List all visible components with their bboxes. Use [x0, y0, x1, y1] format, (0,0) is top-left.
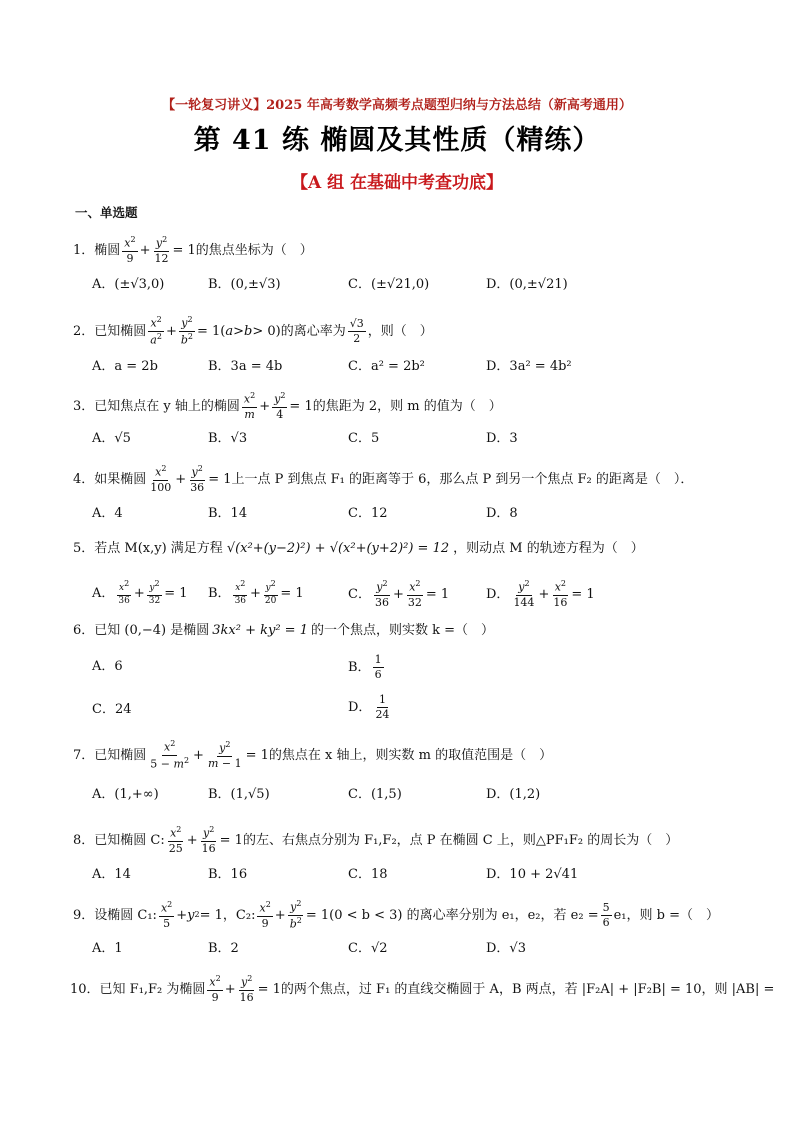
q8-option-c[interactable]: C．18: [348, 867, 388, 882]
q8-option-b[interactable]: B．16: [208, 867, 248, 882]
question-2: 2．已知椭圆 $\frac{x^2}{a^2}$ + $\frac{y^2}{b^2}$ = 1( a > b > 0) 的离心率为 $\frac{√3}{2}$ ，则（ ）: [73, 315, 433, 347]
q5-option-c-label: C．: [348, 586, 371, 602]
q6-option-c[interactable]: C．24: [92, 702, 132, 717]
q6-option-b[interactable]: B． $\frac{1}{6}$: [348, 653, 382, 682]
q3-option-c[interactable]: C．5: [348, 431, 380, 446]
q5-option-a-label: A．: [92, 585, 115, 601]
q8-option-a[interactable]: A．14: [92, 867, 131, 882]
question-9-mid2: (0 < b < 3) 的离心率分别为 e₁，e₂，若 e₂ =: [329, 907, 599, 923]
question-7-post: 的焦点在 x 轴上，则实数 m 的取值范围是（ ）: [268, 747, 553, 763]
q8-frac-x: $\frac{x^2}{25}$: [168, 825, 183, 855]
q10-frac-x: $\frac{x^2}{9}$: [209, 974, 221, 1004]
question-9-post: e₁，则 b =（ ）: [613, 907, 719, 923]
q2-frac-x: $\frac{x^2}{a^2}$: [150, 315, 162, 347]
q2-option-b[interactable]: B．3a = 4b: [208, 359, 283, 374]
question-3-post: 的焦距为 2，则 m 的值为（ ）: [312, 398, 502, 414]
q6-option-b-label: B．: [348, 660, 371, 676]
question-5-equation: √(x²+(y−2)²) + √(x²+(y+2)²) = 12: [226, 541, 450, 556]
q4-option-a[interactable]: A．4: [92, 506, 123, 521]
q2-option-c[interactable]: C．a² = 2b²: [348, 359, 425, 374]
question-9-pre: 9．设椭圆 C₁:: [73, 907, 157, 923]
question-9-mid: ，C₂:: [222, 907, 256, 923]
page-title: 第 41 练 椭圆及其性质（精练）: [193, 125, 601, 156]
q6-option-d-label: D．: [348, 700, 372, 716]
question-9: 9．设椭圆 C₁: $\frac{x^2}{5}$ + y 2 = 1 ，C₂: $\frac{x^2}{9}$ + $\frac{y^2}{b^2}$ = 1 (0 < b < 3) 的离心率分别为 e₁，e₂，若 e₂ = $\frac{5}{6}$ e₁，则 b =（ ）: [73, 899, 719, 931]
q1-option-a[interactable]: A．(±√3,0): [92, 277, 165, 292]
q8-option-d[interactable]: D．10 + 2√41: [486, 867, 579, 882]
question-2-post: ，则（ ）: [367, 323, 433, 339]
q3-option-d[interactable]: D．3: [486, 431, 518, 446]
question-8-post: 的左、右焦点分别为 F₁,F₂，点 P 在椭圆 C 上，则△PF₁F₂ 的周长为（ ）: [242, 832, 679, 848]
q9-frac-ratio: $\frac{5}{6}$: [602, 900, 610, 929]
question-8: 8．已知椭圆 C: $\frac{x^2}{25}$ + $\frac{y^2}{16}$ = 1 的左、右焦点分别为 F₁,F₂，点 P 在椭圆 C 上，则△PF₁F₂ 的周长为（ ）: [73, 825, 679, 855]
q4-option-b[interactable]: B．14: [208, 506, 248, 521]
question-5-post: ，则动点 M 的轨迹方程为（ ）: [453, 541, 644, 556]
question-6-post: 的一个焦点，则实数 k =（ ）: [310, 623, 495, 638]
q6-option-a[interactable]: A．6: [92, 659, 123, 674]
section-heading: 一、单选题: [75, 205, 138, 220]
q3-option-a[interactable]: A．√5: [92, 431, 131, 446]
question-10-pre: 10．已知 F₁,F₂ 为椭圆: [70, 981, 206, 997]
question-7-pre: 7．已知椭圆: [73, 747, 147, 763]
q7-frac-y: $\frac{y^2}{m - 1}$: [207, 739, 242, 770]
q1-option-b[interactable]: B．(0,±√3): [208, 277, 281, 292]
q2-frac-y: $\frac{y^2}{b^2}$: [180, 315, 193, 347]
q2-option-d[interactable]: D．3a² = 4b²: [486, 359, 572, 374]
question-4-post: 上一点 P 到焦点 F₁ 的距离等于 6，那么点 P 到另一个焦点 F₂ 的距离是（ ）．: [231, 471, 694, 487]
q8-frac-y: $\frac{y^2}{16}$: [201, 825, 216, 855]
question-3: 3．已知焦点在 y 轴上的椭圆 $\frac{x^2}{m}$ + $\frac{y^2}{4}$ = 1 的焦距为 2，则 m 的值为（ ）: [73, 391, 502, 421]
series-header: 【一轮复习讲义】2025 年高考数学高频考点题型归纳与方法总结（新高考通用）: [162, 98, 632, 113]
question-2-mid: 的离心率为: [280, 323, 346, 339]
q2-frac-e: $\frac{√3}{2}$: [349, 316, 364, 345]
question-6-pre: 6．已知 (0,−4) 是椭圆: [73, 623, 210, 638]
q4-option-c[interactable]: C．12: [348, 506, 388, 521]
q5-option-a[interactable]: A． $\frac{x^2}{36}$ + $\frac{y^2}{32}$ = 1: [92, 579, 188, 606]
question-3-pre: 3．已知焦点在 y 轴上的椭圆: [73, 398, 240, 414]
q9-option-c[interactable]: C．√2: [348, 941, 388, 956]
q2-option-a[interactable]: A．a = 2b: [92, 359, 158, 374]
q4-frac-x: $\frac{x^2}{100}$: [150, 464, 172, 494]
question-6: [73, 624, 494, 637]
q9-option-b[interactable]: B．2: [208, 941, 239, 956]
q9-frac-y: $\frac{y^2}{b^2}$: [289, 899, 302, 931]
q7-frac-x: $\frac{x^2}{5 - m^2}$: [150, 739, 190, 771]
question-1-post: 的焦点坐标为（ ）: [195, 242, 313, 258]
question-10-post: 的两个焦点，过 F₁ 的直线交椭圆于 A，B 两点，若 |F₂A| + |F₂B| = 10，则 |AB| =: [280, 981, 775, 997]
q9-option-a[interactable]: A．1: [92, 941, 123, 956]
q4-option-d[interactable]: D．8: [486, 506, 518, 521]
question-4-pre: 4．如果椭圆: [73, 471, 147, 487]
q4-frac-y: $\frac{y^2}{36}$: [190, 464, 205, 494]
q3-frac-x: $\frac{x^2}{m}$: [243, 391, 256, 421]
question-8-pre: 8．已知椭圆 C:: [73, 832, 165, 848]
q5-option-b[interactable]: B． $\frac{x^2}{36}$ + $\frac{y^2}{20}$ = 1: [208, 579, 304, 606]
question-1: 1．椭圆 $\frac{x^2}{9}$ + $\frac{y^2}{12}$ = 1 的焦点坐标为（ ）: [73, 235, 313, 265]
question-4: 4．如果椭圆 $\frac{x^2}{100}$ + $\frac{y^2}{36}$ = 1 上一点 P 到焦点 F₁ 的距离等于 6，那么点 P 到另一个焦点 F₂ 的距离是（ ）．: [73, 464, 694, 494]
question-2-pre: 2．已知椭圆: [73, 323, 147, 339]
q7-option-a[interactable]: A．(1,+∞): [92, 787, 159, 802]
question-10: 10．已知 F₁,F₂ 为椭圆 $\frac{x^2}{9}$ + $\frac{y^2}{16}$ = 1 的两个焦点，过 F₁ 的直线交椭圆于 A，B 两点，若 |F₂A| + |F₂B| = 10，则 |AB| =: [70, 974, 775, 1004]
q7-option-c[interactable]: C．(1,5): [348, 787, 402, 802]
q5-option-c[interactable]: C． $\frac{y^2}{36}$ + $\frac{x^2}{32}$ = 1: [348, 579, 450, 609]
question-7: 7．已知椭圆 $\frac{x^2}{5 - m^2}$ + $\frac{y^2}{m - 1}$ = 1 的焦点在 x 轴上，则实数 m 的取值范围是（ ）: [73, 739, 553, 771]
q3-frac-y: $\frac{y^2}{4}$: [274, 391, 286, 421]
q9-option-d[interactable]: D．√3: [486, 941, 526, 956]
q10-frac-y: $\frac{y^2}{16}$: [239, 974, 254, 1004]
q9-frac-x: $\frac{x^2}{9}$: [259, 899, 271, 930]
question-6-equation: 3kx² + ky² = 1: [212, 623, 308, 638]
q1-frac-x: $\frac{x^2}{9}$: [124, 235, 136, 265]
q9-frac-c1: $\frac{x^2}{5}$: [160, 899, 173, 930]
question-5-pre: 5．若点 M(x,y) 满足方程: [73, 541, 223, 556]
q1-option-c[interactable]: C．(±√21,0): [348, 277, 430, 292]
q6-option-d[interactable]: D． $\frac{1}{24}$: [348, 693, 390, 722]
q5-option-d[interactable]: D． $\frac{y^2}{144}$ + $\frac{x^2}{16}$ = 1: [486, 579, 595, 609]
q5-option-d-label: D．: [486, 586, 510, 602]
q1-option-d[interactable]: D．(0,±√21): [486, 277, 568, 292]
q3-option-b[interactable]: B．√3: [208, 431, 248, 446]
q7-option-b[interactable]: B．(1,√5): [208, 787, 270, 802]
q5-option-b-label: B．: [208, 585, 231, 601]
q7-option-d[interactable]: D．(1,2): [486, 787, 541, 802]
group-heading: 【A 组 在基础中考查功底】: [290, 173, 504, 193]
question-1-pre: 1．椭圆: [73, 242, 121, 258]
q1-frac-y: $\frac{y^2}{12}$: [154, 235, 169, 265]
question-5: [73, 542, 644, 555]
